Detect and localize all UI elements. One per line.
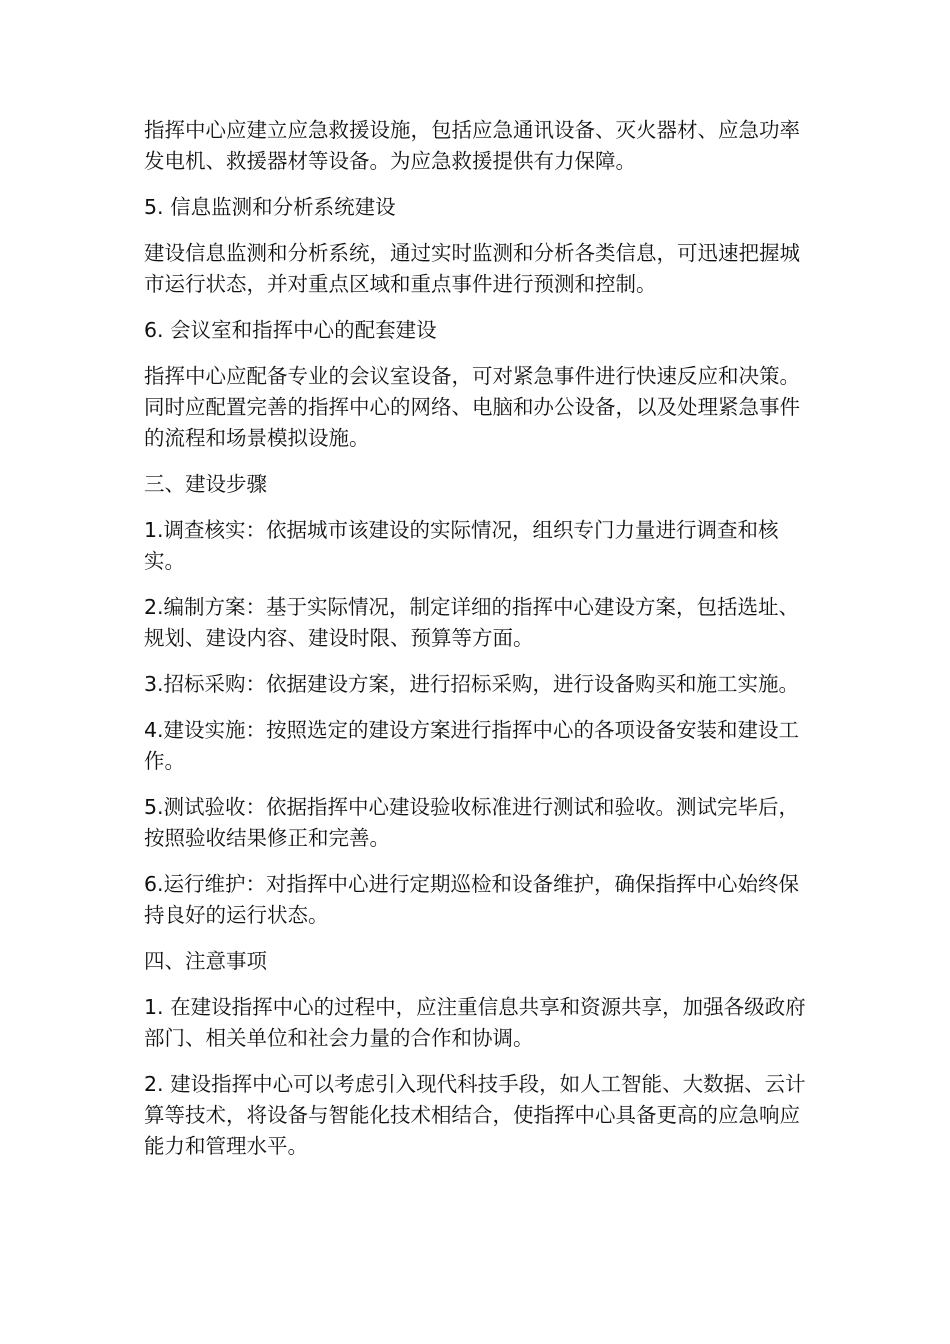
document-body: [144, 115, 809, 1177]
step-planning: 2.编制方案：基于实际情况，制定详细的指挥中心建设方案，包括选址、规划、建设内容、建设时限、预算等方面。: [144, 595, 800, 650]
heading-precautions: 四、注意事项: [144, 949, 267, 973]
precaution-cooperation: 1. 在建设指挥中心的过程中，应注重信息共享和资源共享，加强各级政府部门、相关单位和社会力量的合作和协调。: [144, 995, 806, 1050]
step-maintenance: 6.运行维护：对指挥中心进行定期巡检和设备维护，确保指挥中心始终保持良好的运行状态。: [144, 872, 800, 927]
paragraph-info-monitoring: 建设信息监测和分析系统，通过实时监测和分析各类信息，可迅速把握城市运行状态，并对重点区域和重点事件进行预测和控制。: [144, 241, 800, 296]
step-acceptance: 5.测试验收：依据指挥中心建设验收标准进行测试和验收。测试完毕后，按照验收结果修正和完善。: [144, 795, 800, 850]
heading-info-monitoring: 5. 信息监测和分析系统建设: [144, 195, 396, 219]
paragraph-meeting-room: 指挥中心应配备专业的会议室设备，可对紧急事件进行快速反应和决策。同时应配置完善的指挥中心的网络、电脑和办公设备，以及处理紧急事件的流程和场景模拟设施。: [144, 364, 800, 450]
heading-meeting-room: 6. 会议室和指挥中心的配套建设: [144, 318, 437, 342]
precaution-technology: 2. 建设指挥中心可以考虑引入现代科技手段，如人工智能、大数据、云计算等技术，将设备与智能化技术相结合，使指挥中心具备更高的应急响应能力和管理水平。: [144, 1072, 806, 1158]
paragraph-emergency-facilities: 指挥中心应建立应急救援设施，包括应急通讯设备、灭火器材、应急功率发电机、救援器材等设备。为应急救援提供有力保障。: [144, 118, 800, 173]
step-implementation: 4.建设实施：按照选定的建设方案进行指挥中心的各项设备安装和建设工作。: [144, 718, 800, 773]
step-procurement: 3.招标采购：依据建设方案，进行招标采购，进行设备购买和施工实施。: [144, 672, 800, 696]
heading-construction-steps: 三、建设步骤: [144, 472, 267, 496]
step-investigation: 1.调查核实：依据城市该建设的实际情况，组织专门力量进行调查和核实。: [144, 518, 779, 573]
